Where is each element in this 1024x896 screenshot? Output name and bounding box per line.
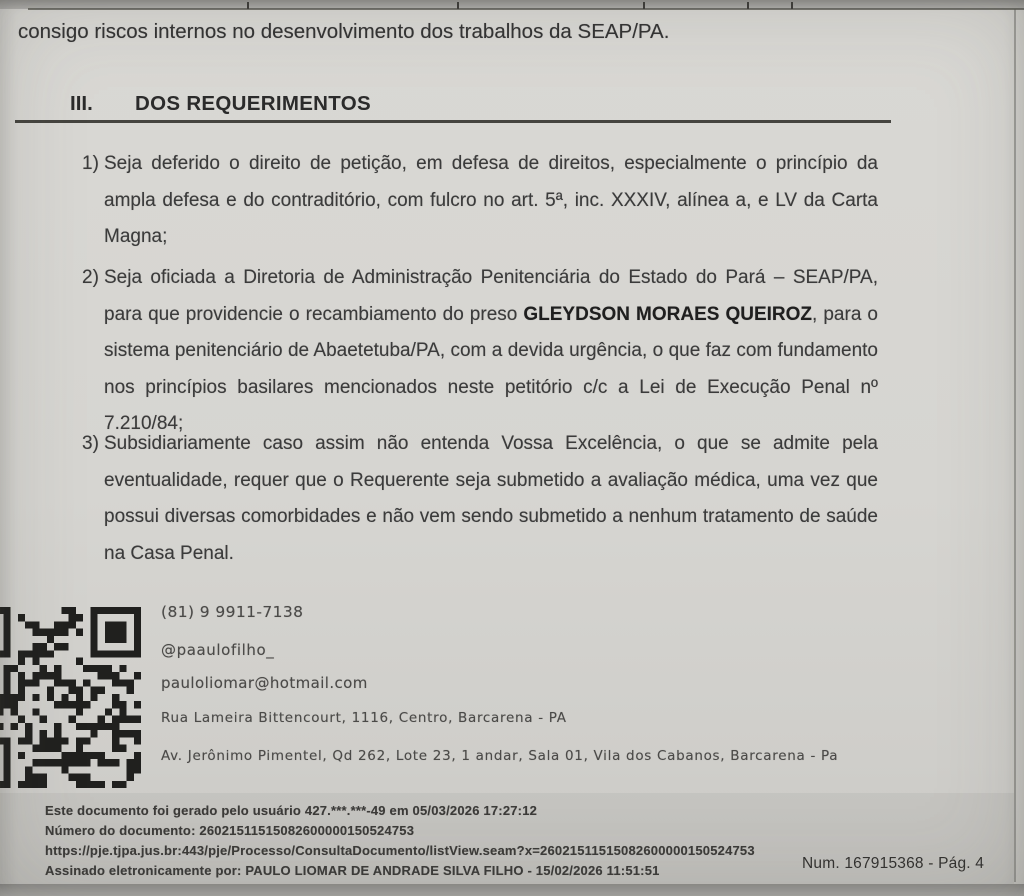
request-text-bold: GLEYDSON MORAES QUEIROZ xyxy=(523,303,813,325)
section-number: III. xyxy=(70,92,93,115)
contact-phone: (81) 9 9911-7138 xyxy=(161,603,304,621)
ruler-tick xyxy=(791,2,793,9)
ruler-tick xyxy=(747,2,749,9)
scan-top-edge-line xyxy=(28,8,1024,10)
list-number: 1) xyxy=(82,153,99,174)
request-text-segment: , para o sistema penitenciário de Abaetetuba/PA, com a devida urgência, o que faz com fundamento nos princípios basilares mencionados neste petitório c/c a Lei de Execução Penal nº 7.210/84; xyxy=(104,303,879,434)
footer-signed-by: Assinado eletronicamente por: PAULO LIOMAR DE ANDRADE SILVA FILHO - 15/02/2026 11:51:51 xyxy=(45,863,660,878)
request-text xyxy=(104,260,878,443)
ruler-tick xyxy=(457,2,459,9)
request-item-3 xyxy=(82,426,878,572)
footer-verification-url: https://pje.tjpa.jus.br:443/pje/Processo/ConsultaDocumento/listView.seam?x=26021511515082600000150524753 xyxy=(45,843,755,858)
list-number: 2) xyxy=(82,267,99,288)
qr-code xyxy=(0,607,141,788)
contact-address-1: Rua Lameira Bittencourt, 1116, Centro, Barcarena - PA xyxy=(161,710,567,726)
request-text xyxy=(104,426,878,572)
section-underline xyxy=(15,120,891,123)
request-text-segment: Seja oficiada a Diretoria de Administração Penitenciária do Estado do Pará – SEAP/PA, para que providencie o recambiamento do preso xyxy=(104,267,878,325)
footer-generated-by: Este documento foi gerado pelo usuário 427.***.***-49 em 05/03/2026 17:27:12 xyxy=(45,803,538,818)
body-intro-line: consigo riscos internos no desenvolvimento dos trabalhos da SEAP/PA. xyxy=(18,20,670,43)
contact-email: pauloliomar@hotmail.com xyxy=(161,674,368,692)
request-text-segment: Subsidiariamente caso assim não entenda Vossa Excelência, o que se admite pela eventualidade, requer que o Requerente seja submetido a avaliação médica, uma vez que possui diversas comorbidades e não vem sendo submetido a nenhum tratamento de saúde na Casa Penal. xyxy=(104,433,878,564)
request-item-2 xyxy=(82,260,878,443)
request-item-1 xyxy=(82,146,878,256)
list-number: 3) xyxy=(82,433,99,454)
request-text-segment: Seja deferido o direito de petição, em defesa de direitos, especialmente o princípio da ampla defesa e do contraditório, com fulcro no art. 5ª, inc. XXXIV, alínea a, e LV da Carta Magna; xyxy=(104,153,878,247)
section-title: DOS REQUERIMENTOS xyxy=(135,92,371,115)
footer-document-number: Número do documento: 26021511515082600000150524753 xyxy=(45,823,415,838)
page-number-reference: Num. 167915368 - Pág. 4 xyxy=(802,855,985,872)
scan-bottom-edge xyxy=(0,884,1024,896)
scan-right-edge xyxy=(1014,9,1016,882)
request-text xyxy=(104,146,878,256)
ruler-tick xyxy=(247,2,249,9)
contact-address-2: Av. Jerônimo Pimentel, Qd 262, Lote 23, 1 andar, Sala 01, Vila dos Cabanos, Barcarena - Pa xyxy=(161,748,839,764)
ruler-tick xyxy=(643,2,645,9)
contact-instagram: @paaulofilho_ xyxy=(161,641,275,659)
